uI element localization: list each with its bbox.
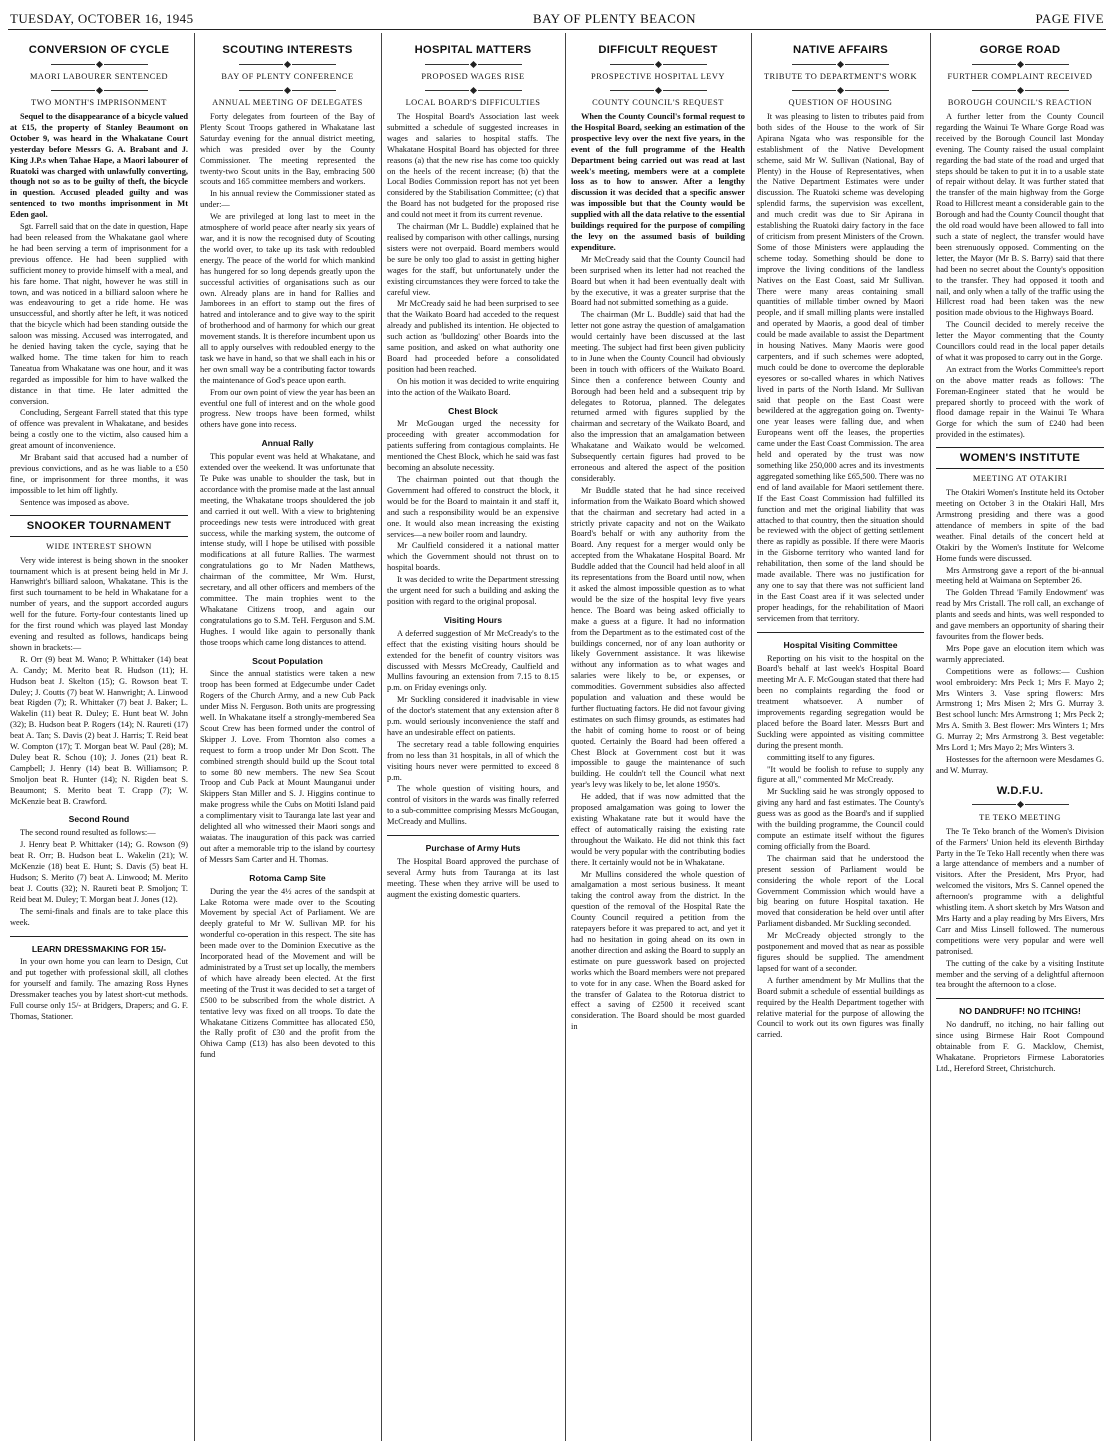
- paragraph: The chairman (Mr L. Buddle) explained that he realised by comparison with other callings, nursing sisters were not overpaid. Board members would be sure be only too glad to assist in getting higher wages for the staff, but unfortunately under the existing circumstances they were forced to take the careful view.: [387, 222, 559, 297]
- article: [571, 44, 745, 1033]
- paragraph: The Te Teko branch of the Women's Division of the Farmers' Union held its eleventh Birthday Party in the Te Teko Hall recently when there was a large attendance of members and a number of visitors. After the President, Mrs Pryor, had welcomed the visitors, Mrs S. Cannel opened the afternoon's programme with a delightful whistling item. A short sketch by Mrs Watson and Mrs Harty and a play reading by Mrs Eivers, Mrs Carr and Miss Linsell followed. The numerous competitions were very popular and were well patronised.: [936, 826, 1104, 956]
- deck-line: TRIBUTE TO DEPARTMENT'S WORK: [763, 72, 918, 81]
- deck-line: PROSPECTIVE HOSPITAL LEVY: [591, 72, 725, 81]
- deck-line: LOCAL BOARD'S DIFFICULTIES: [405, 98, 541, 107]
- article-headline: W.D.F.U.: [996, 784, 1044, 797]
- divider-line: [104, 64, 148, 65]
- paragraph: committing itself to any figures.: [767, 752, 875, 762]
- paragraph: Mr McCready said he had been surprised to see that the Waikato Board had acceded to the request already and published its intention. He objected to such action as 'bulldozing' other Boards into the same position, and asked on what authority one Board had proceeded before a consolidated position had been reached.: [387, 299, 559, 374]
- divider-line: [610, 64, 654, 65]
- paragraph: A further letter from the County Council regarding the Wainui Te Whare Gorge Road was received by the Borough Council last Monday evening. The County raised the usual complaint regarding the bad state of the road and urged that steps should be taken to put it in to a usable state of repair without delay. It was further stated that the transfer of the main highway from the Gorge Road to Hillcrest meant a considerable gain to the Borough and had the County Council thought that the old road would have been allowed to fall into such a state of neglect, the transfer would have been strenuously opposed. Commenting on the letter, the Mayor (Mr B. S. Barry) said that there had been no secret about the County's opposition to the transfer. They had opposed it tooth and nail, and only when a tally of the traffic using the Hillcrest road had been taken was the new position made obvious to the Highways Board.: [936, 112, 1104, 318]
- column-separator: [930, 33, 931, 1441]
- article-headline: DIFFICULT REQUEST: [598, 44, 718, 56]
- divider-diamond: [95, 61, 102, 68]
- paragraph: Mr Suckling said he was strongly opposed to giving any hard and fast estimates. The County's guess was as good as the Board's and if supplied with the building programme, the Council could compute an estimate itself without the figures coming officially from the Board.: [757, 787, 924, 851]
- lead-paragraph: Sequel to the disappearance of a bicycle valued at £15, the property of Stanley Beaumont on October 9, was heard in the Whakatane Court yesterday before Messrs G. A. Brabant and J. King J.P.s when Tahae Hape, a Maori labourer of Ruatoki was charged with unlawfully converting, though not so as to be guilty of theft, the bicycle in question. Accused pleaded guilty and was sentenced to two months imprisonment in Mt Eden gaol.: [10, 112, 188, 220]
- divider-line: [663, 64, 707, 65]
- masthead-rule: [8, 29, 1106, 30]
- column-6: [936, 36, 1104, 1440]
- article-subhead: NO DANDRUFF! NO ITCHING!: [959, 1006, 1081, 1017]
- paragraph: No dandruff, no itching, no hair falling out since using Birmese Hair Root Compound obtainable from F. G. Macklow, Chemist, Whakatane. Proprietors Firmese Laboratories Ltd., Hereford Street, Christchurch.: [936, 1020, 1104, 1073]
- paragraph: Mrs Armstrong gave a report of the bi-annual meeting held at Waimana on September 26.: [936, 565, 1104, 586]
- headline-divider: [936, 86, 1104, 94]
- article: [936, 785, 1104, 992]
- lead-paragraph: When the County Council's formal request to the Hospital Board, seeking an estimation of the prospective levy over the next five years, in the event of the full programme of the Health Department being carried out was read at last week's meeting, members were at a complete loss as to how to answer. After a lengthy discussion it was decided that a specific answer was impossible but that the County would be supplied with all the data relative to the essential buildings required for the purpose of compiling the levy on the assumed basis of building expenditure.: [571, 112, 745, 252]
- column-separator: [565, 33, 566, 1441]
- paragraph: Mr Brabant said that accused had a number of previous convictions, and as he was liable to a £50 fine, or imprisonment for three months, it was impossible to let him off lightly.: [10, 453, 188, 495]
- deck-line: QUESTION OF HOUSING: [788, 98, 893, 107]
- paragraph: Hostesses for the afternoon were Mesdames G. and W. Murray.: [936, 754, 1104, 775]
- article-headline: SNOOKER TOURNAMENT: [10, 515, 188, 537]
- paragraph: R. Orr (9) beat M. Wano; P. Whittaker (14) beat A. Candy; M. Merito beat R. Hudson (11); H. Hudson beat J. Skelton (15); G. Rowson beat T. Duley; J. Coutts (7) beat W. Hanwright; A. Linwood beat Rigden (7); R. Whittaker (7) beat J. Baker; L. Wakelin (11) beat R. Duley; E. Hunt beat W. John (32); B. Hudson beat P. Rogers (14); N. Raureti (17) beat A. Tan; S. Davis (2) beat J. Harris; T. Reid beat W. Compton (17); T. Morgan beat W. Paul (28); M. Duley beat R. Schou (10); J. Jones (21) beat R. Campbell; J. Henry (14) beat B. Williamson; P. Smoljon beat R. Hunter (14); N. Rigden beat S. Beaumont; S. Merito beat T. Crapp (7); W. McKenzie beat B. Crawford.: [10, 654, 188, 806]
- paragraph: The Otakiri Women's Institute held its October meeting on October 3 in the Otakiri Hall, Mrs Armstrong presiding and there was a good attendance of members in spite of the bad weather. Final details of the concert held at Otakiri by the Women's Institute for Welcome Home funds were discussed.: [936, 488, 1104, 563]
- section-subhead: Scout Population: [252, 655, 323, 666]
- masthead-title: BAY OF PLENTY BEACON: [533, 11, 696, 26]
- section-subhead: Rotoma Camp Site: [249, 872, 326, 883]
- paragraph: A further amendment by Mr Mullins that the Board submit a schedule of essential buildings as required by the Health Department together with relative material for the purpose of allowing the Council to work out its own figures was finally carried.: [757, 975, 924, 1040]
- paragraph: In your own home you can learn to Design, Cut and put together with professional skill, all clothes for yourself and family. The amazing Ross Hynes Dressmaker teaches you by latest short-cut methods. Full course only 15/- at Bridgers, Drapers; and G. F. Thomas, Stationer.: [10, 957, 188, 1021]
- divider-line: [1025, 804, 1069, 805]
- deck-line: WIDE INTEREST SHOWN: [46, 541, 152, 551]
- divider-line: [792, 64, 836, 65]
- section-subhead: Second Round: [68, 814, 130, 825]
- section-subhead: Annual Rally: [261, 438, 314, 449]
- paragraph: The cutting of the cake by a visiting Institute member and the serving of a delightful afternoon tea brought the afternoon to a close.: [936, 958, 1104, 990]
- article-headline: HOSPITAL MATTERS: [414, 44, 532, 56]
- headline-divider: [387, 86, 559, 94]
- divider-diamond: [469, 87, 476, 94]
- divider-line: [610, 90, 654, 91]
- headline-divider: [10, 60, 188, 68]
- divider-diamond: [95, 87, 102, 94]
- paragraph: This popular event was held at Whakatane, and extended over the weekend. It was unfortunate that Te Puke was unable to shoulder the task, but in accordance with the promise made at the last annual meeting, the Whakatane troops shouldered the job and carried it out well. With a view to brightening proceedings new tests were introduced with great success, while the marking system, the outcome of intense study, will I hope be utilised with possible modifications at all future Rallies. The warmest congratulations go to Mr Naden Matthews, chairman of the committee, Mr Wm. Hurst, secretary, and all other officers and members of the committee. The main trophies went to the Whakatane Citizens troop, and again our congratulations go to S.M. TeH. Ferguson and S.M. Hughes. I would like again to personally thank those troops which came long distances to attend.: [200, 452, 375, 647]
- headline-divider: [10, 86, 188, 94]
- deck-line: TWO MONTH'S IMPRISONMENT: [31, 98, 167, 107]
- paragraph: Mr McGougan urged the necessity for proceeding with greater accommodation for patients suffering from contagious complaints. He mentioned the Chest Block, which he said was fast becoming an absolute necessity.: [387, 419, 559, 473]
- divider-line: [845, 90, 889, 91]
- article-headline: NATIVE AFFAIRS: [793, 44, 888, 56]
- divider-line: [845, 64, 889, 65]
- paragraph: Sentence was imposed as above.: [20, 497, 130, 507]
- paragraph: We are privileged at long last to meet in the atmosphere of world peace after nearly six years of war, and it is now the recognised duty of Scouting the world over, to take up its task with redoubled energy. The peace of the world for which mankind has hungered for so long depends greatly upon the successful activities of organisations such as our own. Already plans are in hand for Rallies and Jamborees in an effort to stamp out the fires of hatred and intolerance and to give way to the spirit of brotherhood and of harmony for which our great movement stands. It is therefore incumbent upon us all to apply ourselves with redoubled energy to the task we have in hand, so that we shall each in his or her own small way be a contributing factor towards the maintenance of God's peace upon earth.: [200, 212, 375, 385]
- masthead-date: TUESDAY, OCTOBER 16, 1945: [10, 11, 194, 26]
- paragraph: A deferred suggestion of Mr McCready's to the effect that the existing visiting hours should be extended for the benefit of country visitors was discussed with Messrs McCready, Caulfield and Mullins favouring an extension from 7.15 to 8.15 p.m. on Friday evenings only.: [387, 628, 559, 693]
- divider-line: [478, 90, 522, 91]
- article: [10, 515, 188, 929]
- paragraph: Forty delegates from fourteen of the Bay of Plenty Scout Troops gathered in Whakatane last Saturday evening for the annual district meeting, which was presided over by the County Commissioner. The meeting represented the twenty-two Scout units in the Bay, embracing 500 scouts and 165 committee members and workers.: [200, 112, 375, 187]
- paragraph: Mr McCready said that the County Council had been surprised when its letter had not reached the Board but when it had been eventually dealt with by the executive, it was a greater surprise that the Board had not submitted something as a guide.: [571, 254, 745, 308]
- divider-diamond: [284, 87, 291, 94]
- deck-line: BAY OF PLENTY CONFERENCE: [221, 72, 354, 81]
- article: [387, 44, 559, 828]
- divider-diamond: [284, 61, 291, 68]
- paragraph: Sgt. Farrell said that on the date in question, Hape had been released from the Whakatane gaol where he had been serving a term of imprisonment for a previous offence. He had been supplied with sufficient money to provide himself with a meal, and his fare home. That night, however he was still in town, and was noticed in a billiard saloon where he was endeavouring to get a ride home. He was unsuccessful, and shortly after he left, it was noticed that the bicycle which had been standing outside the saloon was missing. Accused was interrogated, and he denied having taken the cycle, saying that he walked home. The time taken for him to reach Taneatua from Whakatane was one hour, and it was regarded as impossible for him to have walked the distance in that time. He later admitted the conversion.: [10, 222, 188, 406]
- deck-line: MAORI LABOURER SENTENCED: [29, 72, 169, 81]
- article-rule: [387, 835, 559, 836]
- headline-divider: [387, 60, 559, 68]
- paragraph: Very wide interest is being shown in the snooker tournament which is at present being held in Mr J. Hanwright's billiard saloon, Whakatane. This is the first such tournament to be held in Whakatane for a number of years, and the support accorded augurs well for the future. Forty-four contestants lined up for the first round which was played last Monday evening and resulted as follows, handicaps being shown in brackets:—: [10, 555, 188, 652]
- column-5: [757, 36, 924, 1440]
- paragraph: Mr McCready objected strongly to the postponement and moved that as near as possible figures should be supplied. The amendment lapsed for want of a seconder.: [757, 931, 924, 973]
- column-3: [387, 36, 559, 1440]
- divider-line: [425, 90, 469, 91]
- masthead: [10, 3, 1104, 27]
- article-subhead: Purchase of Army Huts: [425, 843, 521, 854]
- divider-diamond: [837, 61, 844, 68]
- divider-line: [239, 64, 283, 65]
- paragraph: The secretary read a table following enquiries from no less than 31 hospitals, in all of which the visiting hours never were permitted to exceed 8 p.m.: [387, 739, 559, 782]
- article-headline: GORGE ROAD: [979, 44, 1061, 56]
- deck-line: TE TEKO MEETING: [979, 812, 1061, 822]
- paragraph: Mr Buddle stated that he had since received information from the Waikato Board which showed that the chairman and secretary had acted in a strictly private capacity and not on the Waikato Board's behalf or with any authority from the Board. Any request for a merger would only be accepted from the Whakatane Hospital Board. Mr Buddle added that the Council had held aloof in all its representations from the Board until now, when it asked the almost impossible question as to what would be the size of the hospital levy five years hence. The Board was being asked officially to make a guess at a figure. It had no information from the Department as to the estimated cost of the buildings concerned, nor of any loan authority or likely Government assistance. It was likewise without any information as to what wages and salaries were likely to be, or expenses, or commodities. Government subsidies also affected population and valuation and these would be further fluctuating factors. He did not favour giving estimates on such flimsy grounds, as estimates had the habit of coming home to roost or of being quoted. Certainly the Board had been offered a Chest Block at Government cost but it was impossible to gauge the maintenance of such building. He couldn't tell the Council what next year's levy was likely to be, let alone 1950's.: [571, 485, 745, 790]
- article-rule: [10, 936, 188, 937]
- divider-line: [51, 90, 95, 91]
- paragraph: It was pleasing to listen to tributes paid from both sides of the House to the work of Sir Apirana Ngata who was responsible for the establishment of the Native Development scheme, said Mr W. Sullivan (National, Bay of Plenty) in the House of Representatives, when the Native Department Estimates were under discussion. The Ruatoki scheme was developing splendid farms, the supervision was excellent, and much credit was due to Sir Apirana in establishing the Ruatoki dairy factory in the face of criticism from present Ministers of the Crown. Some of those Ministers were applauding the scheme today. Something should be done to improve the living conditions of the landless Natives on the East Coast, said Mr Sullivan. There were many areas containing small quantities of millable timber owned by Maori people, and if small milling plants were installed and operated by Maoris, a good deal of timber could be made available to assist the Department in housing Natives. Many Maoris were good carpenters, and if such schemes were adopted, much could be done to overcome the deplorable eyesores or so-called whares in which Natives lived in parts of the North Island. Mr Sullivan said that people on the East Coast were bewildered at the aggregation going on. Twenty-one year leases were falling due, and when Europeans went off the leases, the properties came under the East Coast Commission. The area held and operated by the trust was now something like 250,000 acres and its investments aggregated something like £65,500. There was no end of land available for Maori settlement there. If the East Coast Commission had fulfilled its function and met the original liability that was attached to that country, then the situation should be reviewed with the object of getting settlement there as rapidly as possible. If there were Maoris in the Gisborne territory who wanted land for rehabilitation, then some of the land should be made available. There was no justification for any one to say that there was not sufficient land in the East Coast area if it was selected under proper headings, for the rehabilitation of Maori servicemen from that territory.: [757, 112, 924, 623]
- deck-line: ANNUAL MEETING OF DELEGATES: [212, 98, 363, 107]
- paragraph: J. Henry beat P. Whittaker (14); G. Rowson (9) beat R. Orr; B. Hudson beat L. Wakelin (21); W. McKenzie (18) beat E. Hunt; S. Davis (5) beat H. Hudson; S. Merito (7) beat A. Linwood; M. Merito beat J. Coutts (32); N. Raureti beat P. Smoljon; T. Reid beat M. Duley; T. Morgan beat J. Jones (12).: [10, 840, 188, 904]
- article: [757, 632, 924, 1042]
- divider-line: [1025, 90, 1069, 91]
- headline-divider: [936, 801, 1104, 809]
- paragraph: "It would be foolish to refuse to supply any figure at all," commented Mr McCready.: [757, 764, 924, 785]
- section-subhead: Chest Block: [448, 405, 498, 416]
- divider-diamond: [1016, 61, 1023, 68]
- article: [10, 936, 188, 1023]
- paragraph: Mr Suckling considered it inadvisable in view of the doctor's statement that any extension after 8 p.m. would seriously inconvenience the staff and have an undesirable effect on patients.: [387, 695, 559, 737]
- paragraph: Reporting on his visit to the hospital on the Board's behalf at last week's Hospital Board meeting Mr A. F. McGougan stated that there had been no complaints regarding the food or treatment whatsoever. A number of improvements regarding segregation would be placed before the Board later. Messrs Burt and Suckling were appointed as visiting committee during the present month.: [757, 653, 924, 750]
- section-subhead: Visiting Hours: [443, 614, 503, 625]
- article: [936, 44, 1104, 441]
- divider-line: [663, 90, 707, 91]
- deck-line: MEETING AT OTAKIRI: [972, 474, 1068, 484]
- headline-divider: [571, 86, 745, 94]
- divider-diamond: [654, 61, 661, 68]
- divider-line: [292, 64, 336, 65]
- divider-line: [292, 90, 336, 91]
- article-headline: WOMEN'S INSTITUTE: [936, 447, 1104, 469]
- paragraph: The Hospital Board approved the purchase of several Army huts from Tauranga at its last meeting. These when they arrive will be used to augment the existing domestic quarters.: [387, 857, 559, 899]
- paragraph: The whole question of visiting hours, and control of visitors in the wards was finally referred to a sub-committee comprising Messrs McGougan, McCready and Mullins.: [387, 784, 559, 827]
- column-1: [10, 36, 188, 1440]
- headline-divider: [757, 60, 924, 68]
- article: [200, 44, 375, 1061]
- divider-diamond: [1016, 87, 1023, 94]
- article-headline: SCOUTING INTERESTS: [222, 44, 353, 56]
- paragraph: He added, that if was now admitted that the proposed amalgamation was going to lower the existing Whakatane rate but it would have the effect of automatically raising the existing rate throughout the Waikato. He did not think this fact would be very popular with the contributing bodies there. It certainly would not be in Whakatane.: [571, 792, 745, 867]
- paragraph: The Golden Thread 'Family Endowment' was read by Mrs Cristall. The roll call, an exchange of plants and seeds and hints, was well responded to and gave members an opportunity of sharing their favourites from the flower beds.: [936, 588, 1104, 641]
- article-rule: [936, 998, 1104, 999]
- article: [10, 44, 188, 509]
- column-4: [571, 36, 745, 1440]
- divider-line: [51, 64, 95, 65]
- headline-divider: [200, 86, 375, 94]
- paragraph: On his motion it was decided to write enquiring into the action of the Waikato Board.: [387, 376, 559, 397]
- paragraph: Mr Caulfield considered it a national matter which the Government should not thrust on to hospital boards.: [387, 541, 559, 573]
- paragraph: The second round resulted as follows:—: [20, 828, 156, 838]
- article: [936, 998, 1104, 1074]
- column-separator: [381, 33, 382, 1441]
- headline-divider: [200, 60, 375, 68]
- paragraph: Mr Mullins considered the whole question of amalgamation a most serious business. It meant taking the control away from the district. In the question of the removal of the Hospital Rate the County Council required a petition from the ratepayers before it was prepared to act, and yet it had no hesitation in going ahead on its own in another direction and asking the Board to supply an estimate on pure guesswork based on projected works which the Board members were not prepared to vote for in any case. When the Board asked for the transfer of Galatea to the Rotorua district to effect a saving of £2500 it received scant consideration. The Board should be most guarded in: [571, 869, 745, 1032]
- article: [387, 835, 559, 901]
- divider-diamond: [837, 87, 844, 94]
- paragraph: In his annual review the Commissioner stated as under:—: [200, 189, 375, 210]
- deck-line: PROPOSED WAGES RISE: [421, 72, 525, 81]
- paragraph: During the year the 4½ acres of the sandspit at Lake Rotoma were made over to the Scouting Movement by special Act of Parliament. We are deeply grateful to Mr W. Sullivan MP. for his wonderful co-operation in this respect. The site has been made over to the Dominion Executive as the Incorporated head of the Movement and will be administrated by a Trust set up locally, the members of which have already been elected. At the first meeting of the Trust it was decided to set a target of £500 to be subscribed from the whole district. A tentative levy was fixed on all troops. To date the Whakatane Citizens Committee has allocated £50, the Rally profit of £30 and the profit from the Ohiwa Camp (£13) has also been devoted to this fund: [200, 886, 375, 1060]
- headline-divider: [757, 86, 924, 94]
- divider-diamond: [469, 61, 476, 68]
- article-rule: [757, 632, 924, 633]
- paragraph: Competitions were as follows:— Cushion wool embroidery: Mrs Peck 1; Mrs F. Mayo 2; Mrs Winters 3. Vase spring flowers: Mrs Armstrong 1; Mrs Misen 2; Mrs G. Murray 3. Best school lunch: Mrs Armstrong 1; Mrs Peck 2; Mrs A. Smith 3. Best flower: Mrs Winters 1; Mrs G. Murray 2; Mrs Armstrong 3. Best vegetable: Mrs Lord 1; Mrs Mayo 2; Mrs Winters 3.: [936, 666, 1104, 753]
- paragraph: It was decided to write the Department stressing the urgent need for such a building and asking the position with regard to the original proposal.: [387, 575, 559, 606]
- paragraph: The semi-finals and finals are to take place this week.: [10, 906, 188, 927]
- divider-line: [425, 64, 469, 65]
- divider-line: [792, 90, 836, 91]
- divider-line: [972, 90, 1016, 91]
- paragraph: From our own point of view the year has been an eventful one full of interest and on the whole good progress. New troops have been formed, whilst others have gone into recess.: [200, 387, 375, 430]
- paragraph: The chairman (Mr L. Buddle) said that had the letter not gone astray the question of amalgamation would certainly have been discussed at the last meeting. The subject had first been given publicity to in June when the County Council had obviously been in touch with officers of the Waikato Board. Since then a conference between County and Borough had been held and a subsequent trip by delegates to Rotorua, planned. The delegates returned armed with figures supplied by the chairman and secretary of the Waikato Board, and also the impression that an amalgamation between Whakatane and Waikato would be welcomed. Subsequently certain figures had proved to be erroneous and altered the aspect of the position considerably.: [571, 310, 745, 483]
- divider-diamond: [1016, 801, 1023, 808]
- column-2: [200, 36, 375, 1440]
- paragraph: The chairman pointed out that though the Government had offered to construct the block, it would be for the Board to maintain it and staff it, and such a responsibility would be an expensive one. It would also mean increasing the existing services—a new boiler room and laundry.: [387, 475, 559, 539]
- article-subhead: LEARN DRESSMAKING FOR 15/-: [31, 943, 167, 954]
- paragraph: Concluding, Sergeant Farrell stated that this type of offence was prevalent in Whakatane, and besides being a costly one to the victim, also caused him a great amount of inconvenience.: [10, 408, 188, 451]
- divider-line: [239, 90, 283, 91]
- masthead-page: PAGE FIVE: [1035, 11, 1104, 26]
- headline-divider: [571, 60, 745, 68]
- divider-line: [104, 90, 148, 91]
- article: [936, 447, 1104, 777]
- column-separator: [751, 33, 752, 1441]
- headline-divider: [936, 60, 1104, 68]
- divider-diamond: [654, 87, 661, 94]
- paragraph: Mrs Pope gave an elocution item which was warmly appreciated.: [936, 643, 1104, 664]
- paragraph: The Council decided to merely receive the letter the Mayor commenting that the County Councillors could read in the local paper details of what it was proposed to carry out in the Gorge.: [936, 320, 1104, 362]
- divider-line: [1025, 64, 1069, 65]
- divider-line: [972, 804, 1016, 805]
- divider-line: [478, 64, 522, 65]
- article-subhead: Hospital Visiting Committee: [783, 639, 898, 650]
- article-headline: CONVERSION OF CYCLE: [28, 44, 170, 56]
- paragraph: An extract from the Works Committee's report on the above matter reads as follows: 'The Foreman-Engineer stated that he would be prepared shortly to proceed with the work of flood damage repair in the Wainui Te Whara Gorge for which the sum of £240 had been provided in the estimates).: [936, 364, 1104, 440]
- deck-line: FURTHER COMPLAINT RECEIVED: [947, 72, 1093, 81]
- article: [757, 44, 924, 625]
- column-separator: [194, 33, 195, 1441]
- paragraph: The chairman said that he understood the present session of Parliament would be considering the whole report of the Local Government Commission which would have a big bearing on future Hospital taxation. He moved that consideration be held over until after Parliament disbanded. Mr Suckling seconded.: [757, 853, 924, 929]
- divider-line: [972, 64, 1016, 65]
- deck-line: BOROUGH COUNCIL'S REACTION: [947, 98, 1093, 107]
- paragraph: The Hospital Board's Association last week submitted a schedule of suggested increases in wages and salaries to hospital staffs. The Whakatane Hospital Board has objected for three reasons (a) that the new rise has come too quickly on the heels of the recent increase; (b) that the Local Bodies Commission report has not yet been considered by the Stabilisation Committee; (c) that the Board has not budgeted for the proposed rise and could not meet it from its current revenue.: [387, 112, 559, 220]
- deck-line: COUNTY COUNCIL'S REQUEST: [592, 98, 724, 107]
- paragraph: Since the annual statistics were taken a new troop has been formed at Edgecumbe under Cadet Rogers of the Church Army, and a new Cub Pack under Miss N. Ferguson. Both units are progressing well. In Whakatane itself a strongly-membered Sea Scout Crew has been formed under the control of Skipper J. Love. From Thornton also comes a request to form a troop under Mr Don Scott. The combined strength should build up the Scout total to some 80 new members. The new Sea Scout Troop and Cub Pack at Mount Maunganui under Skippers Stan Miller and S. J. Higgins continue to make progress while the Cubs on Motiti Island paid a complimentary visit to Tauranga late last year and delighted all who witnessed their Maori songs and waiatas. The inauguration of this pack was carried out after a memorable trip to the island by courtesy of Messrs Sam Carter and H. Thomas.: [200, 669, 375, 864]
